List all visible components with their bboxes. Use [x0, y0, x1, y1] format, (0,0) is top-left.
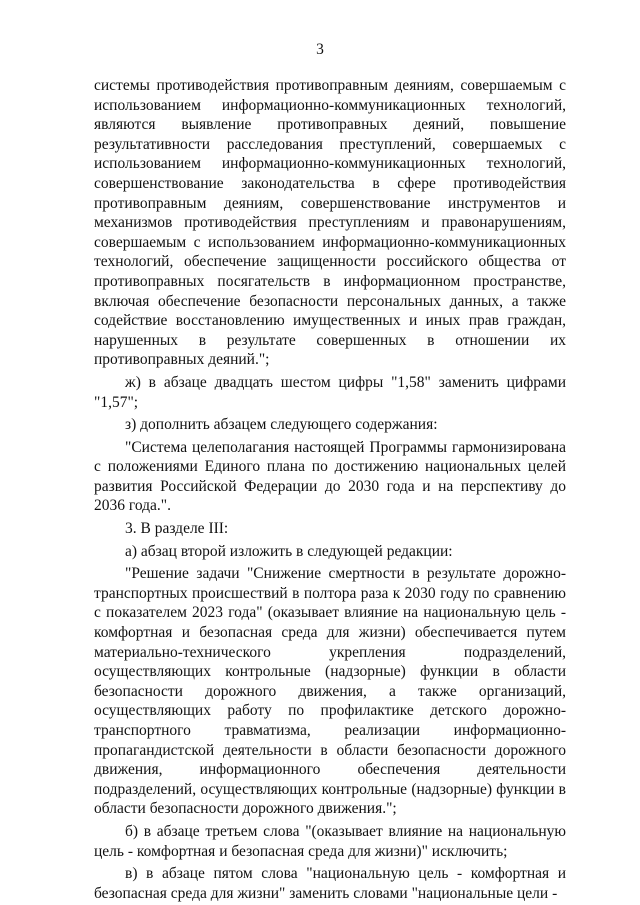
- paragraph: з) дополнить абзацем следующего содержания:: [125, 416, 438, 434]
- paragraph: системы противодействия противоправным деяниям, совершаемым с использованием информационно-коммуникационных технологий, являются выявление противоправных деяний, повышение результативности расследования преступлений, совершаемых с использованием информационно-коммуникационных технологий, совершенствование законодательства в сфере противодействия противоправным деяниям, совершенствование инструментов и механизмов противодействия преступлениям и правонарушениям, совершаемым с использованием информационно-коммуникационных технологий, обеспечение защищенности российского общества от противоправных посягательств в информационном пространстве, включая обеспечение безопасности персональных данных, а также содействие восстановлению имущественных и иных прав граждан, нарушенных в результате совершенных в отношении их противоправных деяний.";: [94, 77, 566, 369]
- paragraph: ж) в абзаце двадцать шестом цифры "1,58" заменить цифрами "1,57";: [94, 373, 566, 411]
- paragraph: б) в абзаце третьем слова "(оказывает влияние на национальную цель - комфортная и безопасная среда для жизни)" исключить;: [94, 822, 566, 860]
- paragraph: "Система целеполагания настоящей Программы гармонизирована с положениями Единого плана по достижению национальных целей развития Российской Федерации до 2030 года и на перспективу до 2036 года.".: [94, 438, 566, 515]
- page-number: 3: [316, 41, 324, 58]
- document-body: [94, 76, 566, 903]
- paragraph: в) в абзаце пятом слова "национальную цель - комфортная и безопасная среда для жизни" заменить словами "национальные цели -: [94, 865, 566, 902]
- paragraph: 3. В разделе III:: [125, 520, 229, 538]
- paragraph: "Решение задачи "Снижение смертности в результате дорожно-транспортных происшествий в полтора раза к 2030 году по сравнению с показателем 2023 года" (оказывает влияние на национальную цель - комфортная и безопасная среда для жизни) обеспечивается путем материально-технического укрепления подразделений, осуществляющих контрольные (надзорные) функции в области безопасности дорожного движения, а также организаций, осуществляющих работу по профилактике детского дорожно-транспортного травматизма, реализации информационно-пропагандистской деятельности в области безопасности дорожного движения, информационного обеспечения деятельности подразделений, осуществляющих контрольные (надзорные) функции в области безопасности дорожного движения.";: [94, 565, 566, 818]
- paragraph: а) абзац второй изложить в следующей редакции:: [125, 542, 453, 560]
